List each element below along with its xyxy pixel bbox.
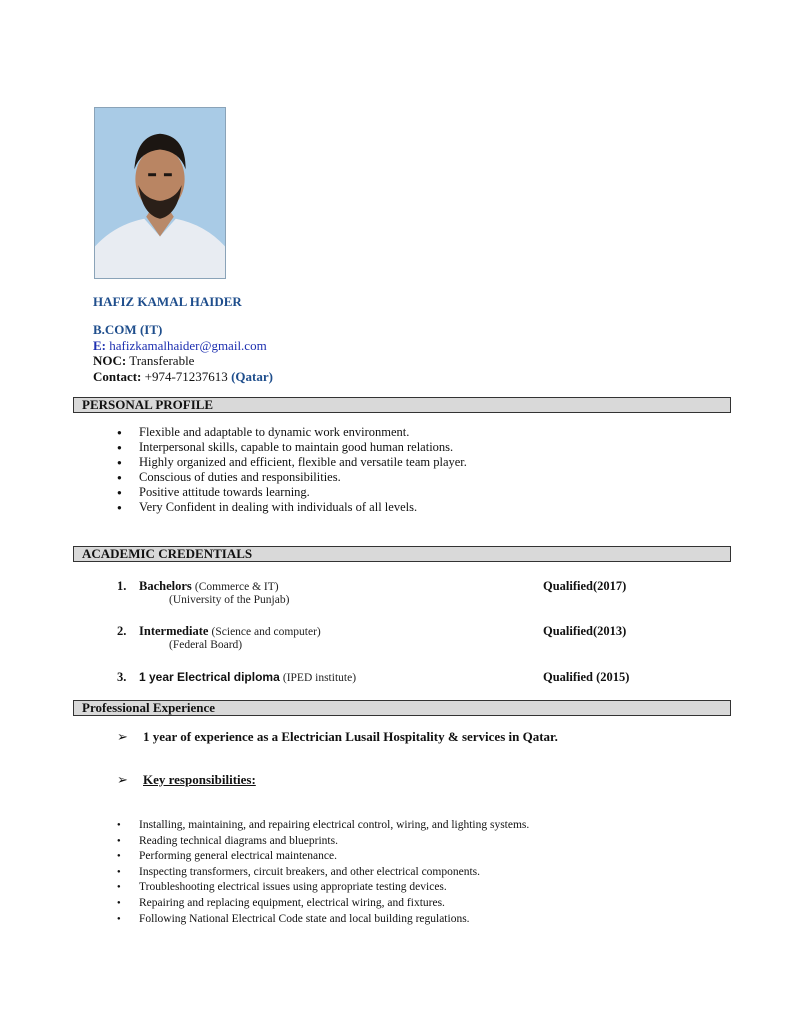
degree-line xyxy=(139,670,356,685)
list-item: ● Following National Electrical Code state and local building regulations. xyxy=(117,912,529,928)
list-item: ● Troubleshooting electrical issues using appropriate testing devices. xyxy=(117,880,529,896)
noc-label: NOC: xyxy=(93,353,127,368)
list-item: ● Flexible and adaptable to dynamic work environment. xyxy=(117,425,467,440)
qualification-status: Qualified(2017) xyxy=(543,579,627,593)
experience-summary-text: 1 year of experience as a Electrician Lusail Hospitality & services in Qatar. xyxy=(143,729,558,744)
profile-photo xyxy=(94,107,226,279)
candidate-name: HAFIZ KAMAL HAIDER xyxy=(93,294,242,309)
list-item: ● Conscious of duties and responsibilities. xyxy=(117,470,467,485)
contact-label: Contact: xyxy=(93,368,142,384)
section-personal-profile: PERSONAL PROFILE xyxy=(73,397,731,413)
degree-detail: (Commerce & IT) xyxy=(194,581,279,593)
degree-name: Bachelors xyxy=(139,579,192,593)
arrow-bullet-icon: ➢ xyxy=(117,772,128,787)
list-item: ● Interpersonal skills, capable to maintain good human relations. xyxy=(117,440,467,455)
qualification-status: Qualified(2013) xyxy=(543,624,627,638)
responsibilities-heading xyxy=(117,772,256,788)
email-link[interactable]: hafizkamalhaider@gmail.com xyxy=(109,337,267,353)
degree-detail: (Science and computer) xyxy=(211,626,321,638)
contact-line xyxy=(93,369,273,385)
institution: (Federal Board) xyxy=(169,639,243,651)
contact-block xyxy=(93,322,273,384)
list-item: ● Reading technical diagrams and blueprints. xyxy=(117,834,529,850)
email-line xyxy=(93,338,273,354)
list-item: ● Inspecting transformers, circuit breakers, and other electrical components. xyxy=(117,865,529,881)
arrow-bullet-icon: ➢ xyxy=(117,729,128,744)
item-number: 3. xyxy=(117,670,127,684)
noc-line xyxy=(93,353,273,369)
responsibilities-list xyxy=(117,818,529,927)
contact-phone: +974-71237613 xyxy=(144,368,228,384)
list-item: ● Very Confident in dealing with individuals of all levels. xyxy=(117,500,467,515)
degree-detail: (IPED institute) xyxy=(282,672,357,684)
noc-value: Transferable xyxy=(129,353,195,368)
list-item: ● Highly organized and efficient, flexible and versatile team player. xyxy=(117,455,467,470)
item-number: 2. xyxy=(117,624,127,638)
list-item: ● Performing general electrical maintenance. xyxy=(117,849,529,865)
section-professional-experience: Professional Experience xyxy=(73,700,731,716)
institution: (University of the Punjab) xyxy=(169,594,290,606)
degree-name: Intermediate xyxy=(139,624,209,638)
list-item: ● Repairing and replacing equipment, electrical wiring, and fixtures. xyxy=(117,896,529,912)
degree-line xyxy=(139,624,321,639)
degree: B.COM (IT) xyxy=(93,322,163,337)
contact-country: (Qatar) xyxy=(231,368,273,384)
responsibilities-heading-text: Key responsibilities: xyxy=(143,772,256,787)
item-number: 1. xyxy=(117,579,127,593)
qualification-status: Qualified (2015) xyxy=(543,670,630,684)
section-academic-credentials: ACADEMIC CREDENTIALS xyxy=(73,546,731,562)
experience-summary xyxy=(117,729,558,745)
personal-profile-list xyxy=(117,425,467,515)
degree-line xyxy=(139,579,279,594)
degree-name: 1 year Electrical diploma xyxy=(139,670,280,684)
list-item: ● Positive attitude towards learning. xyxy=(117,485,467,500)
email-label: E: xyxy=(93,337,106,353)
person-portrait-icon xyxy=(95,108,225,278)
list-item: ● Installing, maintaining, and repairing electrical control, wiring, and lighting systems. xyxy=(117,818,529,834)
